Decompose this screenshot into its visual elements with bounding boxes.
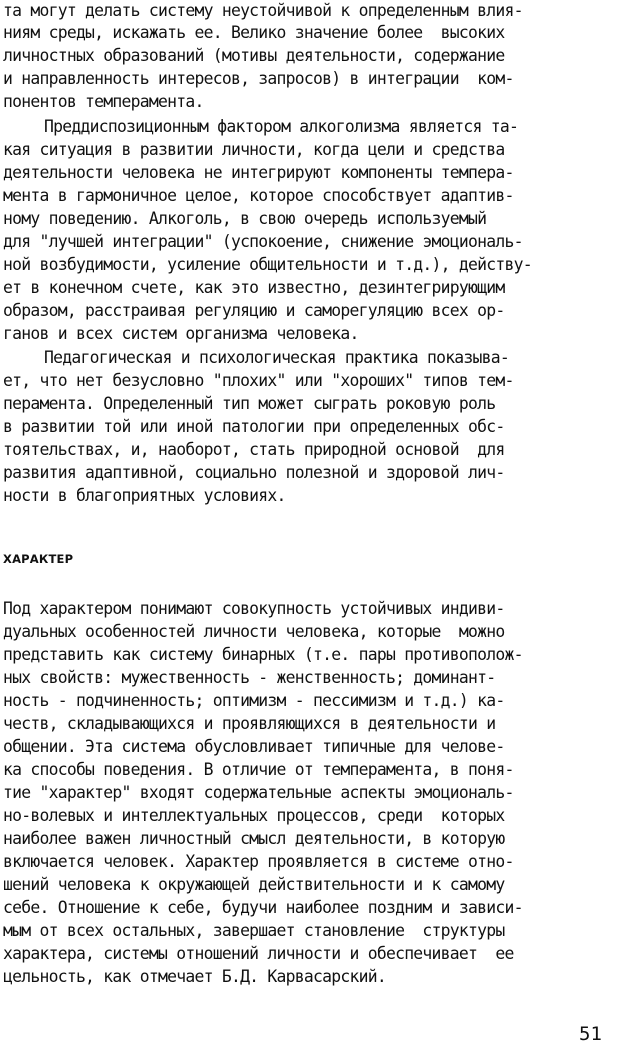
text-line: мента в гармоничное целое, которое способствует адаптив-: [3, 186, 514, 205]
text-line: ет в конечном счете, как это известно, дезинтегрирующим: [3, 278, 505, 297]
text-line: тоятельствах, и, наоборот, стать природной основой для: [3, 440, 505, 459]
page-number: 51: [579, 1023, 602, 1045]
text-line: шений человека к окружающей действительности и к самому: [3, 875, 505, 894]
text-line: та могут делать систему неустойчивой к определенным влия-: [3, 1, 523, 20]
text-line: кая ситуация в развитии личности, когда цели и средства: [3, 140, 505, 159]
text-line: ному поведению. Алкоголь, в свою очередь используемый: [3, 209, 487, 228]
text-line: мым от всех остальных, завершает становление структуры: [3, 921, 505, 940]
text-line: ной возбудимости, усиление общительности и т.д.), действу-: [3, 255, 532, 274]
text-line: ниям среды, искажать ее. Велико значение более высоких: [3, 23, 505, 42]
section-heading: ХАРАКТЕР: [3, 552, 74, 566]
text-line: деятельности человека не интегрируют компоненты темпера-: [3, 163, 514, 182]
text-line: общении. Эта система обусловливает типичные для челове-: [3, 737, 505, 756]
text-line: развития адаптивной, социально полезной и здоровой лич-: [3, 463, 505, 482]
text-line: ность - подчиненность; оптимизм - пессимизм и т.д.) ка-: [3, 691, 505, 710]
text-line: Педагогическая и психологическая практика показыва-: [44, 348, 510, 367]
text-line: представить как систему бинарных (т.е. пары противополож-: [3, 645, 523, 664]
text-line: ет, что нет безусловно "плохих" или "хороших" типов тем-: [3, 371, 514, 390]
text-line: ности в благоприятных условиях.: [3, 486, 286, 505]
text-line: понентов темперамента.: [3, 92, 204, 111]
text-line: но-волевых и интеллектуальных процессов, среди которых: [3, 806, 505, 825]
text-line: образом, расстраивая регуляцию и саморегуляцию всех ор-: [3, 301, 505, 320]
text-line: цельность, как отмечает Б.Д. Карвасарский.: [3, 967, 386, 986]
text-line: характера, системы отношений личности и обеспечивает ее: [3, 944, 514, 963]
text-line: в развитии той или иной патологии при определенных обс-: [3, 417, 505, 436]
text-line: включается человек. Характер проявляется в системе отно-: [3, 852, 514, 871]
text-line: ка способы поведения. В отличие от темперамента, в поня-: [3, 760, 514, 779]
text-line: честв, складывающихся и проявляющихся в деятельности и: [3, 714, 496, 733]
text-line: и направленность интересов, запросов) в интеграции ком-: [3, 69, 514, 88]
text-line: наиболее важен личностный смысл деятельности, в которую: [3, 829, 505, 848]
text-line: Преддиспозиционным фактором алкоголизма является та-: [44, 117, 519, 136]
text-line: дуальных особенностей личности человека, которые можно: [3, 622, 505, 641]
text-line: себе. Отношение к себе, будучи наиболее поздним и зависи-: [3, 898, 523, 917]
text-line: для "лучшей интеграции" (успокоение, снижение эмоциональ-: [3, 232, 523, 251]
text-line: ганов и всех систем организма человека.: [3, 324, 359, 343]
text-line: перамента. Определенный тип может сыграть роковую роль: [3, 394, 496, 413]
text-line: ных свойств: мужественность - женственность; доминант-: [3, 668, 496, 687]
text-line: Под характером понимают совокупность устойчивых индиви-: [3, 599, 505, 618]
text-line: тие "характер" входят содержательные аспекты эмоциональ-: [3, 783, 514, 802]
text-line: личностных образований (мотивы деятельности, содержание: [3, 46, 505, 65]
